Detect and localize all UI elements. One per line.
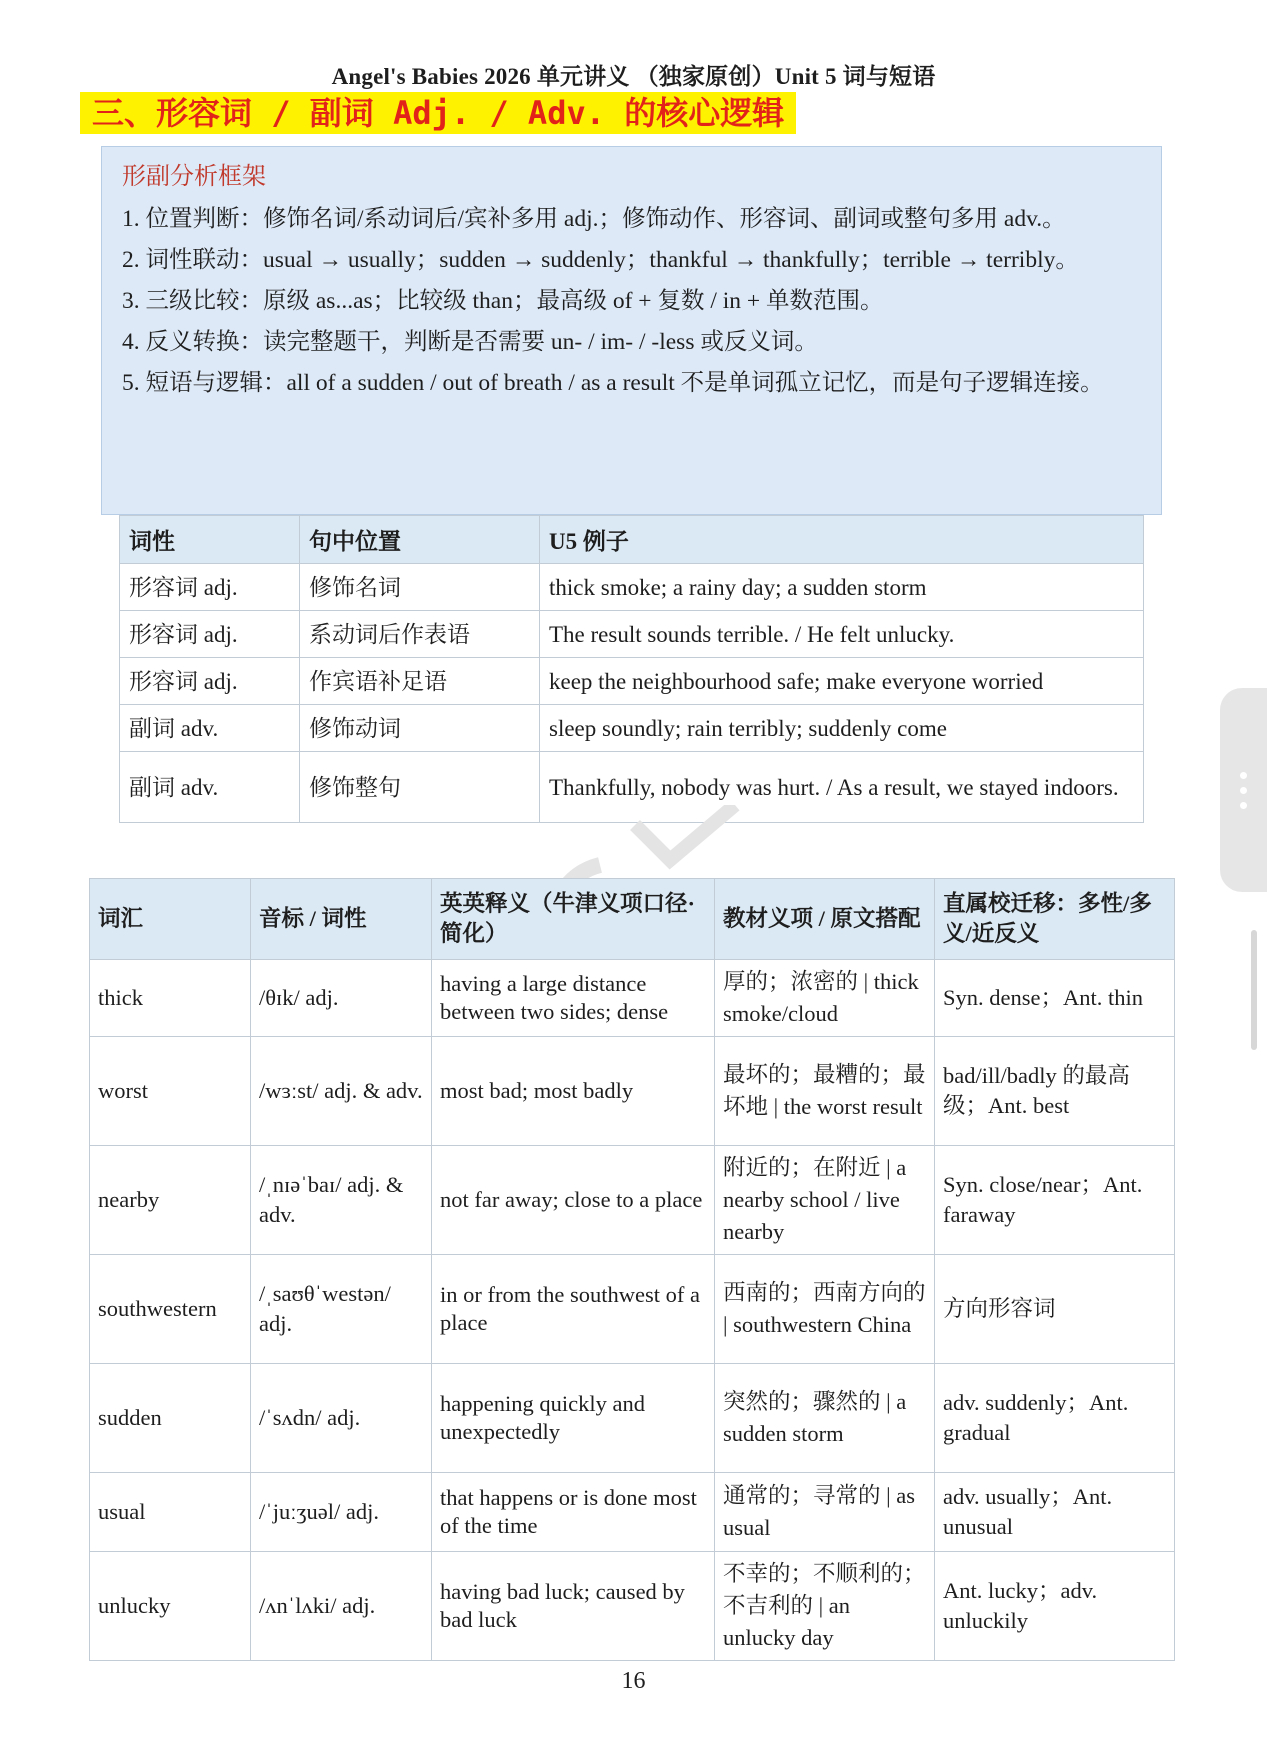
table-row xyxy=(90,1037,1175,1146)
phonetic-cell: /wɜːst/ adj. & adv. xyxy=(251,1037,432,1146)
definition-cell: in or from the southwest of a place xyxy=(432,1255,715,1364)
transfer-cell: Syn. dense；Ant. thin xyxy=(935,960,1175,1037)
table-cell: 形容词 adj. xyxy=(120,564,300,611)
side-panel-handle[interactable] xyxy=(1220,688,1267,892)
phonetic-cell: /ˈsʌdn/ adj. xyxy=(251,1364,432,1473)
table-cell: The result sounds terrible. / He felt unlucky. xyxy=(540,611,1144,658)
table-cell: 系动词后作表语 xyxy=(300,611,540,658)
more-dot-icon xyxy=(1240,772,1247,779)
table-row xyxy=(90,960,1175,1037)
table-row xyxy=(90,1552,1175,1661)
column-header: 英英释义（牛津义项口径·简化） xyxy=(432,879,715,960)
transfer-cell: adv. usually；Ant. unusual xyxy=(935,1473,1175,1552)
vocab-table xyxy=(89,878,1175,1661)
framework-box xyxy=(101,146,1162,515)
word-cell: southwestern xyxy=(90,1255,251,1364)
table-header-row xyxy=(120,516,1144,564)
table-header-row xyxy=(90,879,1175,960)
more-dot-icon xyxy=(1240,802,1247,809)
section-title: 三、形容词 / 副词 Adj. / Adv. 的核心逻辑 xyxy=(80,92,796,134)
transfer-cell: adv. suddenly；Ant. gradual xyxy=(935,1364,1175,1473)
phonetic-cell: /ˈjuːʒuəl/ adj. xyxy=(251,1473,432,1552)
phonetic-cell: /ˌsaʊθˈwestən/ adj. xyxy=(251,1255,432,1364)
table-row xyxy=(90,1364,1175,1473)
table-cell: 副词 adv. xyxy=(120,752,300,823)
column-header: 直属校迁移：多性/多义/近反义 xyxy=(935,879,1175,960)
textbook-meaning-cell: 厚的；浓密的 | thick smoke/cloud xyxy=(715,960,935,1037)
table-row xyxy=(120,752,1144,823)
table-cell: thick smoke; a rainy day; a sudden storm xyxy=(540,564,1144,611)
table-row xyxy=(120,611,1144,658)
definition-cell: happening quickly and unexpectedly xyxy=(432,1364,715,1473)
definition-cell: having a large distance between two sides; dense xyxy=(432,960,715,1037)
word-cell: worst xyxy=(90,1037,251,1146)
definition-cell: that happens or is done most of the time xyxy=(432,1473,715,1552)
page-header: Angel's Babies 2026 单元讲义 （独家原创）Unit 5 词与短语 xyxy=(331,64,936,89)
table-cell: Thankfully, nobody was hurt. / As a result, we stayed indoors. xyxy=(540,752,1144,823)
framework-item: 4. 反义转换：读完整题干，判断是否需要 un- / im- / -less 或反义词。 xyxy=(122,329,818,355)
transfer-cell: 方向形容词 xyxy=(935,1255,1175,1364)
column-header: 词汇 xyxy=(90,879,251,960)
table-row xyxy=(90,1255,1175,1364)
framework-item: 3. 三级比较：原级 as...as；比较级 than；最高级 of + 复数 / in + 单数范围。 xyxy=(122,288,884,314)
textbook-meaning-cell: 附近的；在附近 | a nearby school / live nearby xyxy=(715,1146,935,1255)
table-cell: sleep soundly; rain terribly; suddenly come xyxy=(540,705,1144,752)
table-cell: 修饰整句 xyxy=(300,752,540,823)
phonetic-cell: /θɪk/ adj. xyxy=(251,960,432,1037)
more-dot-icon xyxy=(1240,787,1247,794)
textbook-meaning-cell: 突然的；骤然的 | a sudden storm xyxy=(715,1364,935,1473)
usage-table xyxy=(119,515,1144,823)
transfer-cell: Syn. close/near；Ant. faraway xyxy=(935,1146,1175,1255)
scrollbar-thumb[interactable] xyxy=(1251,930,1257,1050)
table-cell: 形容词 adj. xyxy=(120,658,300,705)
table-cell: 修饰动词 xyxy=(300,705,540,752)
textbook-meaning-cell: 不幸的；不顺利的；不吉利的 | an unlucky day xyxy=(715,1552,935,1661)
framework-item: 5. 短语与逻辑：all of a sudden / out of breath / as a result 不是单词孤立记忆，而是句子逻辑连接。 xyxy=(122,370,1104,396)
textbook-meaning-cell: 西南的；西南方向的 | southwestern China xyxy=(715,1255,935,1364)
definition-cell: most bad; most badly xyxy=(432,1037,715,1146)
word-cell: thick xyxy=(90,960,251,1037)
framework-item: 2. 词性联动：usual → usually；sudden → suddenly；thankful → thankfully；terrible → terribly。 xyxy=(122,247,1079,273)
table-cell: 形容词 adj. xyxy=(120,611,300,658)
word-cell: usual xyxy=(90,1473,251,1552)
column-header: 音标 / 词性 xyxy=(251,879,432,960)
table-row xyxy=(120,705,1144,752)
definition-cell: not far away; close to a place xyxy=(432,1146,715,1255)
textbook-meaning-cell: 通常的；寻常的 | as usual xyxy=(715,1473,935,1552)
table-cell: keep the neighbourhood safe; make everyone worried xyxy=(540,658,1144,705)
phonetic-cell: /ʌnˈlʌki/ adj. xyxy=(251,1552,432,1661)
definition-cell: having bad luck; caused by bad luck xyxy=(432,1552,715,1661)
column-header: U5 例子 xyxy=(540,516,1144,564)
textbook-meaning-cell: 最坏的；最糟的；最坏地 | the worst result xyxy=(715,1037,935,1146)
column-header: 词性 xyxy=(120,516,300,564)
word-cell: sudden xyxy=(90,1364,251,1473)
transfer-cell: Ant. lucky；adv. unluckily xyxy=(935,1552,1175,1661)
transfer-cell: bad/ill/badly 的最高级；Ant. best xyxy=(935,1037,1175,1146)
table-cell: 作宾语补足语 xyxy=(300,658,540,705)
column-header: 句中位置 xyxy=(300,516,540,564)
table-row xyxy=(90,1473,1175,1552)
table-row xyxy=(120,564,1144,611)
word-cell: nearby xyxy=(90,1146,251,1255)
column-header: 教材义项 / 原文搭配 xyxy=(715,879,935,960)
table-row xyxy=(120,658,1144,705)
framework-title: 形副分析框架 xyxy=(122,164,266,190)
table-cell: 副词 adv. xyxy=(120,705,300,752)
page-number: 16 xyxy=(621,1668,646,1694)
table-row xyxy=(90,1146,1175,1255)
word-cell: unlucky xyxy=(90,1552,251,1661)
framework-item: 1. 位置判断：修饰名词/系动词后/宾补多用 adj.；修饰动作、形容词、副词或整句多用 adv.。 xyxy=(122,206,1066,232)
phonetic-cell: /ˌnɪəˈbaɪ/ adj. & adv. xyxy=(251,1146,432,1255)
table-cell: 修饰名词 xyxy=(300,564,540,611)
